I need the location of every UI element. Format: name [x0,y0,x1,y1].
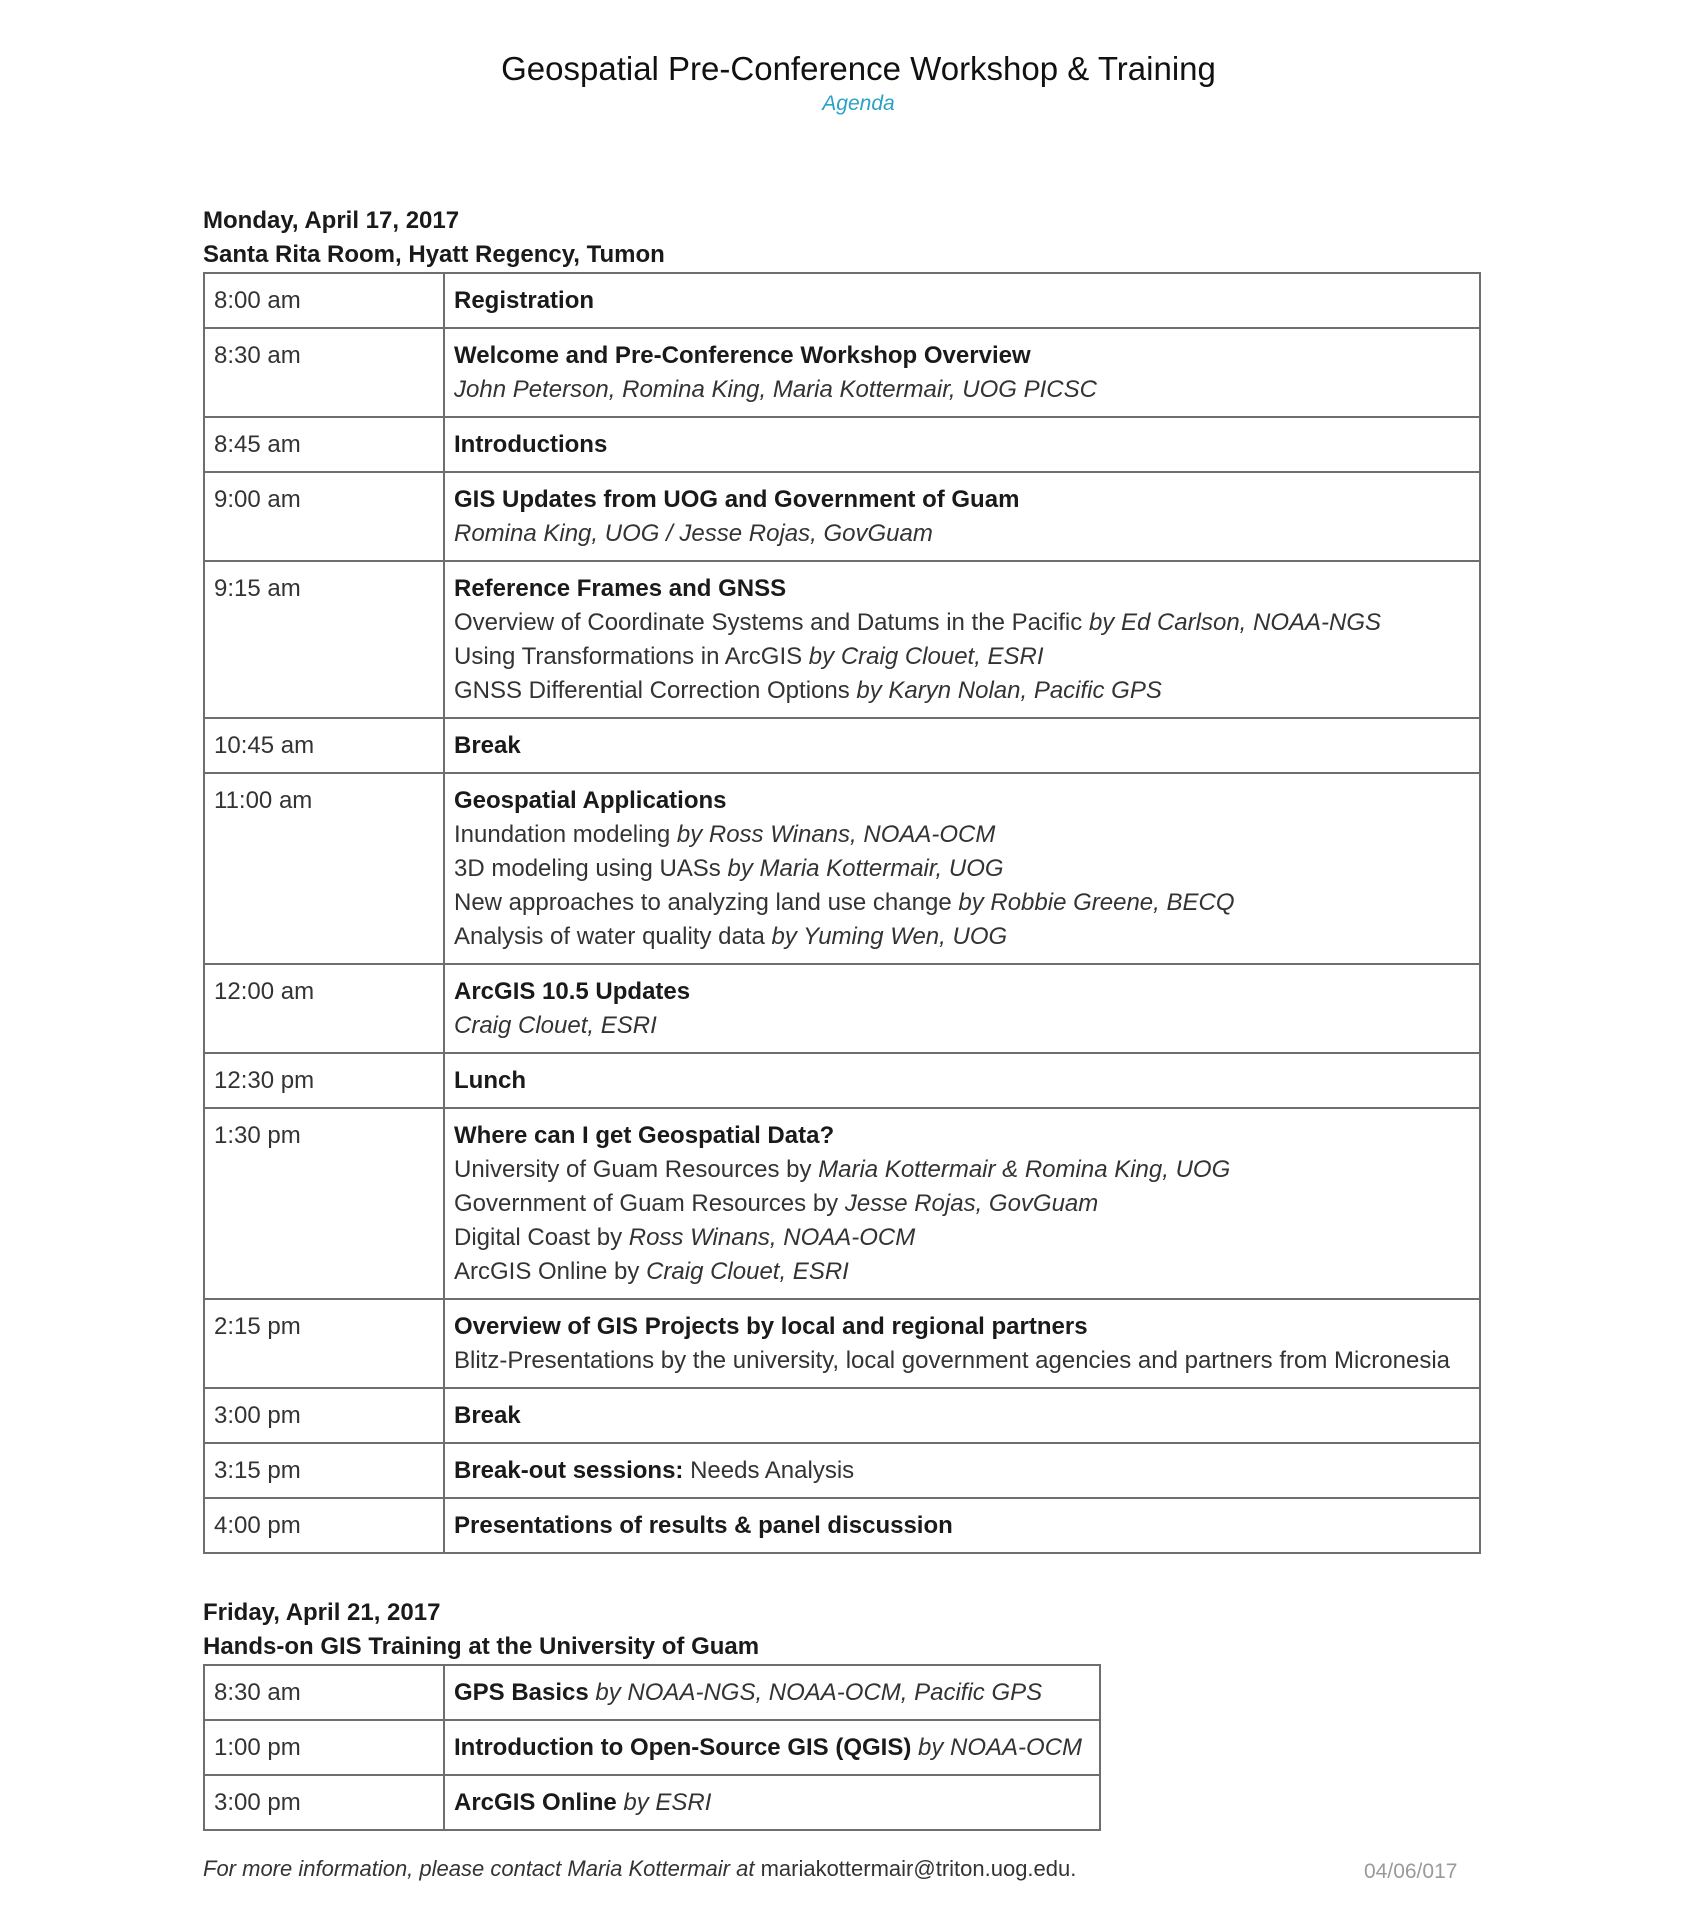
session-line [454,818,1470,852]
session-presenter: by NOAA-OCM [911,1734,1083,1761]
day1-location: Santa Rita Room, Hyatt Regency, Tumon [203,241,665,268]
session-title [454,284,1470,318]
session-title-text: Break [454,732,521,759]
session-line-presenter: by Maria Kottermair, UOG [727,855,1004,882]
time-cell: 8:30 am [204,1665,444,1720]
session-line-text: ArcGIS Online by [454,1258,647,1285]
session-line-presenter: by Ed Carlson, NOAA-NGS [1088,609,1382,636]
session-title-text: Break-out sessions: [454,1457,684,1484]
session-line-presenter: Jesse Rojas, GovGuam [844,1190,1099,1217]
session-line-text: Overview of Coordinate Systems and Datums in the Pacific [454,609,1089,636]
time-cell: 3:00 pm [204,1775,444,1830]
session-cell [444,1108,1480,1299]
session-cell [444,472,1480,561]
session-cell [444,1775,1100,1830]
session-title [454,729,1470,763]
agenda-row [204,561,1480,718]
session-title [454,483,1470,517]
session-line-text: Using Transformations in ArcGIS [454,643,809,670]
session-title [454,1399,1470,1433]
session-title: Introduction to Open-Source GIS (QGIS) [454,1734,912,1761]
session-line [454,640,1470,674]
agenda-row [204,1443,1480,1498]
training-row [204,1665,1100,1720]
session-title-text: Introductions [454,431,608,458]
session-line [454,1344,1470,1378]
session-cell [444,1498,1480,1553]
contact-text: For more information, please contact Maria Kottermair at [203,1856,761,1881]
session-title [454,1119,1470,1153]
time-cell: 12:00 am [204,964,444,1053]
time-cell: 2:15 pm [204,1299,444,1388]
time-cell: 10:45 am [204,718,444,773]
time-cell: 3:15 pm [204,1443,444,1498]
time-cell: 8:30 am [204,328,444,417]
session-line-text: Inundation modeling [454,821,677,848]
session-title-text: Where can I get Geospatial Data? [454,1122,835,1149]
session-title-text: Reference Frames and GNSS [454,575,787,602]
session-line [454,606,1470,640]
session-cell [444,273,1480,328]
time-cell: 8:00 am [204,273,444,328]
session-cell [444,1299,1480,1388]
session-cell [444,964,1480,1053]
agenda-row [204,472,1480,561]
session-cell [444,561,1480,718]
session-line-text: Analysis of water quality data [454,923,772,950]
session-line [454,920,1470,954]
session-cell [444,773,1480,964]
session-title-text: Welcome and Pre-Conference Workshop Overview [454,342,1031,369]
time-cell: 1:30 pm [204,1108,444,1299]
session-speaker: Craig Clouet, ESRI [454,1012,657,1039]
session-title [454,1064,1470,1098]
session-line-presenter: by Robbie Greene, BECQ [958,889,1235,916]
session-title-text: Lunch [454,1067,526,1094]
contact-footer [203,1856,1076,1882]
session-title-text: Presentations of results & panel discussion [454,1512,953,1539]
agenda-row [204,1388,1480,1443]
agenda-row [204,1498,1480,1553]
agenda-row [204,273,1480,328]
time-cell: 12:30 pm [204,1053,444,1108]
session-line-presenter: by Craig Clouet, ESRI [808,643,1044,670]
time-cell: 4:00 pm [204,1498,444,1553]
page-subtitle: Agenda [822,92,895,115]
session-title-text: Registration [454,287,595,314]
session-line-presenter: by Yuming Wen, UOG [771,923,1008,950]
page-title: Geospatial Pre-Conference Workshop & Training [501,50,1216,87]
day2-date: Friday, April 21, 2017 [203,1599,441,1626]
time-cell: 1:00 pm [204,1720,444,1775]
agenda-row [204,1108,1480,1299]
session-title [454,428,1470,462]
session-line-presenter: Craig Clouet, ESRI [646,1258,849,1285]
session-title-suffix: Needs Analysis [683,1457,855,1484]
session-line-presenter: Ross Winans, NOAA-OCM [628,1224,916,1251]
training-row [204,1720,1100,1775]
session-title [454,1310,1470,1344]
agenda-row [204,328,1480,417]
training-row [204,1775,1100,1830]
session-title [454,572,1470,606]
session-line [454,674,1470,708]
session-title-text: Overview of GIS Projects by local and regional partners [454,1313,1088,1340]
session-line [454,1187,1470,1221]
session-title [454,784,1470,818]
session-title [454,975,1470,1009]
session-title-text: Break [454,1402,521,1429]
session-cell [444,1665,1100,1720]
time-cell: 9:15 am [204,561,444,718]
session-title [454,1509,1470,1543]
session-line [454,852,1470,886]
session-presenter: by NOAA-NGS, NOAA-OCM, Pacific GPS [588,1679,1043,1706]
time-cell: 3:00 pm [204,1388,444,1443]
session-cell [444,417,1480,472]
session-title-text: GIS Updates from UOG and Government of Guam [454,486,1020,513]
time-cell: 11:00 am [204,773,444,964]
session-line-presenter: by Ross Winans, NOAA-OCM [676,821,996,848]
session-line-text: GNSS Differential Correction Options [454,677,857,704]
agenda-row [204,1299,1480,1388]
document-date: 04/06/017 [1364,1860,1458,1883]
session-line-text: New approaches to analyzing land use change [454,889,959,916]
session-cell [444,328,1480,417]
session-line-text: Blitz-Presentations by the university, local government agencies and partners from Micronesia [454,1347,1451,1374]
session-title-text: ArcGIS 10.5 Updates [454,978,691,1005]
session-title-text: Geospatial Applications [454,787,727,814]
agenda-row [204,964,1480,1053]
session-line-text: Government of Guam Resources by [454,1190,845,1217]
session-title [454,339,1470,373]
day2-location: Hands-on GIS Training at the University of Guam [203,1633,760,1660]
session-speaker: John Peterson, Romina King, Maria Kottermair, UOG PICSC [454,376,1097,403]
day1-date: Monday, April 17, 2017 [203,207,460,234]
day1-heading [203,204,665,272]
session-title: GPS Basics [454,1679,589,1706]
session-line-presenter: by Karyn Nolan, Pacific GPS [856,677,1162,704]
session-speaker: Romina King, UOG / Jesse Rojas, GovGuam [454,520,933,547]
session-line-text: University of Guam Resources by [454,1156,819,1183]
session-title [454,1454,1470,1488]
session-line-text: Digital Coast by [454,1224,629,1251]
session-line-presenter: Maria Kottermair & Romina King, UOG [818,1156,1231,1183]
session-cell [444,718,1480,773]
session-line [454,1255,1470,1289]
agenda-row [204,773,1480,964]
session-line [454,1153,1470,1187]
agenda-row [204,718,1480,773]
agenda-row [204,417,1480,472]
day1-agenda-table [203,272,1481,1554]
session-cell [444,1053,1480,1108]
session-presenter: by ESRI [616,1789,712,1816]
session-cell [444,1720,1100,1775]
session-line [454,886,1470,920]
day2-heading [203,1596,759,1664]
time-cell: 9:00 am [204,472,444,561]
day2-agenda-table [203,1664,1101,1831]
contact-email-link[interactable]: mariakottermair@triton.uog.edu. [760,1856,1077,1881]
session-cell [444,1443,1480,1498]
time-cell: 8:45 am [204,417,444,472]
agenda-row [204,1053,1480,1108]
session-title: ArcGIS Online [454,1789,617,1816]
session-cell [444,1388,1480,1443]
session-line [454,1221,1470,1255]
session-line-text: 3D modeling using UASs [454,855,728,882]
